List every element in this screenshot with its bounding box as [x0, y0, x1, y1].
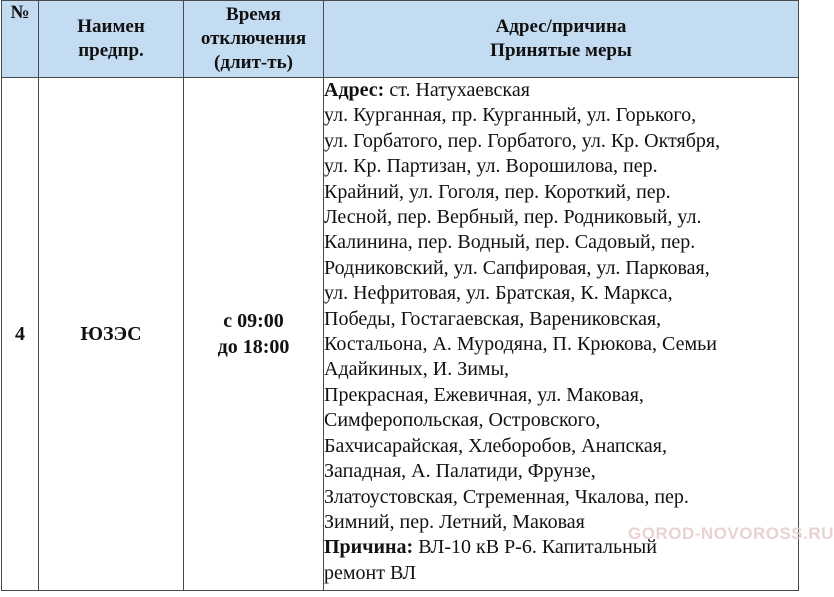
row-company: ЮЗЭС	[39, 78, 184, 591]
reason-text: ВЛ-10 кВ Р-6. Капитальный	[418, 536, 657, 559]
header-company-line2: предпр.	[78, 40, 144, 61]
header-num	[2, 1, 39, 78]
header-address-line2: Принятые меры	[490, 40, 632, 61]
address-line: Родниковский, ул. Сапфировая, ул. Парковая,	[324, 256, 710, 279]
address-line: Костальона, А. Муродяна, П. Крюкова, Семьи	[324, 333, 717, 356]
header-address-line1: Адрес/причина	[495, 16, 627, 37]
reason-line-2: ремонт ВЛ	[324, 561, 417, 584]
address-line: Бахчисарайская, Хлеборобов, Анапская,	[324, 434, 667, 457]
address-line-text: ст. Натухаевская	[389, 79, 530, 101]
address-line: ул. Горбатого, пер. Горбатого, ул. Кр. Октября,	[324, 129, 721, 152]
address-line: Калинина, пер. Водный, пер. Садовый, пер.	[324, 231, 696, 254]
table-row	[2, 78, 799, 591]
address-line: Прекрасная, Ежевичная, ул. Маковая,	[324, 383, 644, 406]
address-line: ул. Кр. Партизан, ул. Ворошилова, пер.	[324, 155, 658, 178]
address-line	[324, 78, 798, 103]
address-line: Зимний, пер. Летний, Маковая	[324, 510, 585, 533]
address-line: Адайкиных, И. Зимы,	[324, 358, 510, 381]
time-to: до 18:00	[217, 336, 290, 358]
reason-label: Причина:	[324, 536, 414, 559]
row-address	[324, 78, 799, 591]
row-num: 4	[2, 78, 39, 591]
address-line: Победы, Гостагаевская, Варениковская,	[324, 307, 662, 330]
address-line: Симферопольская, Островского,	[324, 409, 601, 432]
address-line: Крайний, ул. Гоголя, пер. Короткий, пер.	[324, 180, 671, 203]
address-label: Адрес:	[324, 79, 385, 101]
header-time-line2: отключения	[200, 28, 307, 49]
address-line: Лесной, пер. Вербный, пер. Родниковый, ул.	[324, 206, 702, 229]
address-line: ул. Курганная, пр. Курганный, ул. Горького,	[324, 104, 697, 127]
address-line: Западная, А. Палатиди, Фрунзе,	[324, 460, 596, 483]
row-time	[184, 78, 324, 591]
header-time	[184, 1, 324, 78]
header-company	[39, 1, 184, 78]
header-time-line3: (длит-ть)	[214, 52, 293, 73]
header-company-line1: Наимен	[77, 16, 145, 37]
address-line: Златоустовская, Стременная, Чкалова, пер.	[324, 485, 689, 508]
site-watermark: GOROD-NOVOROSS.RU	[628, 524, 834, 543]
header-row	[2, 1, 799, 78]
address-line: ул. Нефритовая, ул. Братская, К. Маркса,	[324, 282, 673, 305]
header-num-text: №	[10, 2, 30, 23]
outage-table	[1, 0, 799, 591]
header-address	[324, 1, 799, 78]
header-time-line1: Время	[226, 4, 281, 25]
time-from: с 09:00	[223, 310, 284, 332]
